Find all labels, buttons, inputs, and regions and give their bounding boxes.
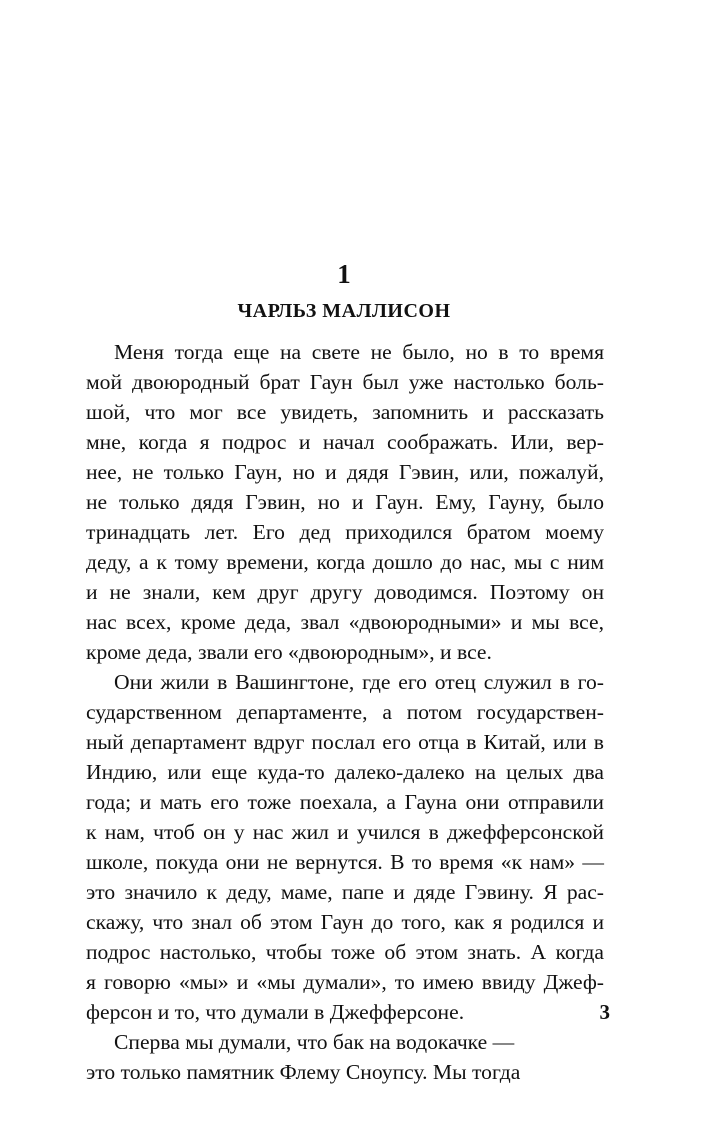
text-line: сударственном департаменте, а потом государствен- bbox=[86, 700, 604, 724]
paragraph bbox=[86, 667, 604, 1027]
text-line: ферсон и то, что думали в Джефферсоне. bbox=[86, 1000, 465, 1024]
paragraph bbox=[86, 1027, 604, 1087]
text-line: деду, а к тому времени, когда дошло до нас, мы с ним bbox=[86, 550, 604, 574]
text-line: к нам, чтоб он у нас жил и учился в джефферсонской bbox=[86, 820, 604, 844]
text-line: нее, не только Гаун, но и дядя Гэвин, или, пожалуй, bbox=[86, 460, 604, 484]
text-line: шой, что мог все увидеть, запомнить и рассказать bbox=[86, 400, 604, 424]
text-line: и не знали, кем друг другу доводимся. Поэтому он bbox=[86, 580, 604, 604]
text-line: школе, покуда они не вернутся. В то время «к нам» — bbox=[86, 850, 604, 874]
chapter-title: ЧАРЛЬЗ МАЛЛИСОН bbox=[237, 300, 451, 322]
text-line: года; и мать его тоже поехала, а Гауна они отправили bbox=[86, 790, 604, 814]
text-line: скажу, что знал об этом Гаун до того, как я родился и bbox=[86, 910, 604, 934]
text-line: Индию, или еще куда-то далеко-далеко на целых два bbox=[86, 760, 604, 784]
chapter-number: 1 bbox=[337, 259, 351, 289]
body-text bbox=[86, 337, 604, 1087]
text-line: это только памятник Флему Сноупсу. Мы тогда bbox=[86, 1060, 521, 1084]
text-line: кроме деда, звали его «двоюродным», и все. bbox=[86, 640, 492, 664]
text-line: мой двоюродный брат Гаун был уже настолько боль- bbox=[86, 370, 604, 394]
text-line: подрос настолько, чтобы тоже об этом знать. А когда bbox=[86, 940, 604, 964]
text-line: ный департамент вдруг послал его отца в Китай, или в bbox=[86, 730, 604, 754]
text-line: Меня тогда еще на свете не было, но в то время bbox=[114, 340, 604, 364]
text-line: нас всех, кроме деда, звал «двоюродными» и мы все, bbox=[86, 610, 604, 634]
page-number: 3 bbox=[599, 1000, 610, 1024]
text-line: я говорю «мы» и «мы думали», то имею ввиду Джеф- bbox=[86, 970, 604, 994]
text-line: мне, когда я подрос и начал соображать. Или, вер- bbox=[86, 430, 604, 454]
text-line: Сперва мы думали, что бак на водокачке — bbox=[114, 1030, 515, 1054]
paragraph bbox=[86, 337, 604, 667]
text-line: это значило к деду, маме, папе и дяде Гэвину. Я рас- bbox=[86, 880, 604, 904]
text-line: не только дядя Гэвин, но и Гаун. Ему, Гауну, было bbox=[86, 490, 604, 514]
text-line: тринадцать лет. Его дед приходился братом моему bbox=[86, 520, 604, 544]
text-line: Они жили в Вашингтоне, где его отец служил в го- bbox=[114, 670, 604, 694]
